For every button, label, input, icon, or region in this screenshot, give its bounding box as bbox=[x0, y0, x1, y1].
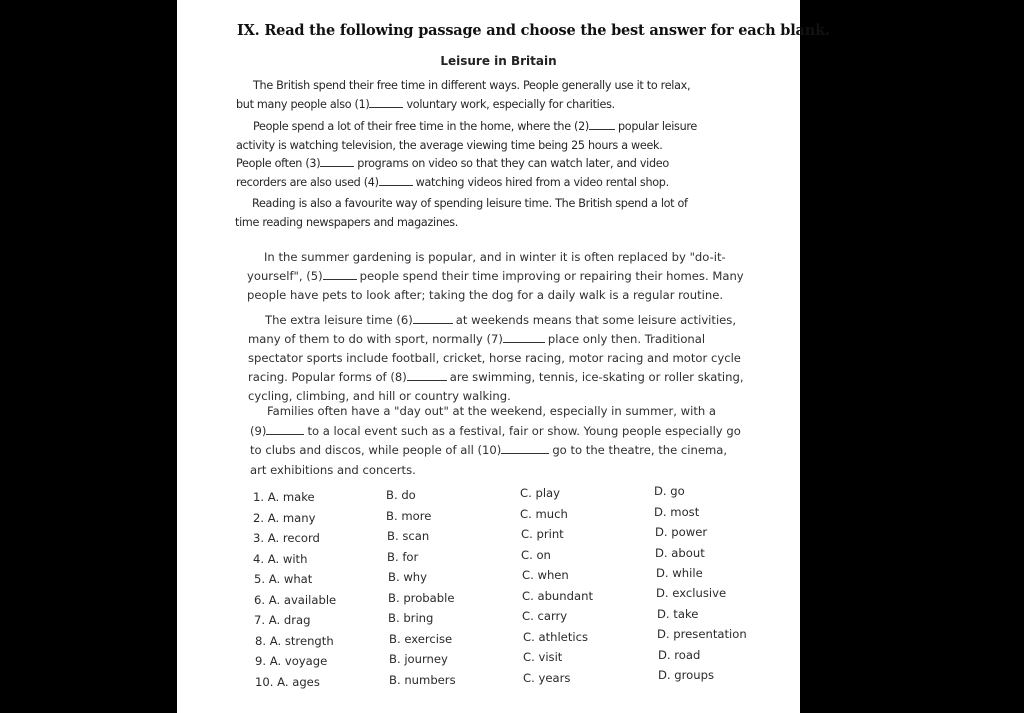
paragraph-line: Families often have a "day out" at the weekend, especially in summer, with a bbox=[267, 404, 717, 418]
option-c[interactable]: C. much bbox=[520, 507, 568, 521]
option-d[interactable]: D. presentation bbox=[657, 627, 747, 641]
option-c[interactable]: C. print bbox=[521, 527, 564, 541]
paragraph-3 bbox=[235, 195, 688, 232]
option-b[interactable]: B. why bbox=[388, 570, 428, 584]
paragraph-1 bbox=[236, 77, 690, 114]
paragraph-line: cycling, climbing, and hill or country walking. bbox=[248, 389, 511, 403]
answer-blank[interactable] bbox=[323, 269, 357, 280]
option-a[interactable]: 7. A. drag bbox=[254, 613, 311, 627]
line-text: place only then. Traditional bbox=[547, 332, 706, 346]
option-d[interactable]: D. power bbox=[655, 525, 708, 539]
paragraph-line bbox=[250, 422, 741, 442]
option-b[interactable]: B. more bbox=[386, 509, 432, 523]
option-c[interactable]: C. on bbox=[521, 548, 551, 562]
paragraph-line bbox=[247, 267, 744, 286]
line-text: yourself", (5) bbox=[247, 269, 323, 283]
option-a[interactable]: 10. A. ages bbox=[255, 675, 320, 689]
paragraph-line bbox=[236, 118, 697, 137]
answer-blank[interactable] bbox=[407, 370, 447, 381]
option-a[interactable]: 4. A. with bbox=[253, 552, 308, 566]
option-c[interactable]: C. visit bbox=[523, 650, 563, 664]
paragraph-5 bbox=[248, 311, 744, 406]
option-b[interactable]: B. journey bbox=[389, 652, 448, 666]
option-b[interactable]: B. bring bbox=[388, 611, 434, 625]
paragraph-line bbox=[236, 96, 690, 115]
option-c[interactable]: C. years bbox=[523, 671, 571, 685]
line-text: (9) bbox=[250, 423, 267, 438]
answer-blank[interactable] bbox=[501, 443, 549, 454]
option-b[interactable]: B. scan bbox=[387, 529, 430, 543]
answer-blank[interactable] bbox=[320, 156, 354, 167]
line-text: programs on video so that they can watch later, and video bbox=[357, 157, 669, 170]
line-text: many of them to do with sport, normally (7) bbox=[248, 332, 503, 346]
answer-blank[interactable] bbox=[589, 119, 615, 130]
answer-blank[interactable] bbox=[413, 313, 453, 324]
option-d[interactable]: D. go bbox=[654, 484, 685, 498]
line-text: people spend their time improving or repairing their homes. Many bbox=[359, 269, 744, 283]
option-d[interactable]: D. exclusive bbox=[656, 586, 727, 600]
paragraph-line bbox=[248, 368, 744, 387]
option-b[interactable]: B. exercise bbox=[389, 632, 453, 646]
option-c[interactable]: C. athletics bbox=[523, 630, 588, 644]
option-a[interactable]: 3. A. record bbox=[253, 531, 320, 545]
paragraph-line bbox=[248, 330, 744, 349]
option-b[interactable]: B. probable bbox=[388, 591, 455, 605]
line-text: The extra leisure time (6) bbox=[265, 313, 413, 327]
paragraph-line: people have pets to look after; taking the dog for a daily walk is a regular routine. bbox=[247, 288, 724, 302]
paragraph-6 bbox=[250, 402, 741, 480]
option-a[interactable]: 6. A. available bbox=[254, 593, 337, 607]
option-c[interactable]: C. when bbox=[522, 568, 569, 582]
paragraph-4 bbox=[247, 248, 744, 305]
line-text: watching videos hired from a video rental shop. bbox=[415, 175, 669, 189]
paragraph-line bbox=[236, 174, 697, 193]
line-text: People spend a lot of their free time in the home, where the (2) bbox=[253, 120, 589, 133]
option-d[interactable]: D. most bbox=[654, 505, 700, 519]
option-d[interactable]: D. take bbox=[657, 607, 699, 621]
paragraph-line: time reading newspapers and magazines. bbox=[235, 215, 459, 229]
line-text: People often (3) bbox=[236, 157, 321, 170]
paragraph-line: In the summer gardening is popular, and in winter it is often replaced by "do-it- bbox=[264, 250, 726, 264]
line-text: recorders are also used (4) bbox=[236, 175, 379, 189]
option-a[interactable]: 1. A. make bbox=[253, 490, 315, 504]
option-d[interactable]: D. about bbox=[655, 546, 705, 560]
answer-blank[interactable] bbox=[503, 332, 545, 343]
option-a[interactable]: 5. A. what bbox=[254, 572, 313, 586]
option-a[interactable]: 8. A. strength bbox=[255, 634, 334, 648]
option-c[interactable]: C. play bbox=[520, 486, 561, 500]
option-b[interactable]: B. numbers bbox=[389, 673, 456, 687]
line-text: popular leisure bbox=[617, 120, 697, 133]
paragraph-2 bbox=[236, 118, 697, 192]
option-c[interactable]: C. carry bbox=[522, 609, 568, 623]
line-text: but many people also (1) bbox=[236, 97, 370, 111]
line-text: racing. Popular forms of (8) bbox=[248, 370, 407, 384]
paragraph-line: Reading is also a favourite way of spending leisure time. The British spend a lot of bbox=[252, 197, 688, 210]
paragraph-line: The British spend their free time in different ways. People generally use it to relax, bbox=[253, 79, 691, 92]
paragraph-line: activity is watching television, the average viewing time being 25 hours a week. bbox=[236, 138, 663, 152]
answer-blank[interactable] bbox=[369, 97, 403, 108]
option-d[interactable]: D. groups bbox=[658, 668, 715, 682]
paragraph-line: art exhibitions and concerts. bbox=[250, 462, 416, 477]
passage-title: Leisure in Britain bbox=[440, 54, 557, 68]
option-c[interactable]: C. abundant bbox=[522, 589, 593, 603]
paragraph-line bbox=[250, 441, 741, 461]
line-text: at weekends means that some leisure activities, bbox=[455, 313, 737, 327]
paragraph-line bbox=[236, 155, 697, 174]
line-text: voluntary work, especially for charities. bbox=[406, 97, 615, 111]
option-b[interactable]: B. do bbox=[386, 488, 416, 502]
line-text: to a local event such as a festival, fair or show. Young people especially go bbox=[307, 423, 741, 438]
line-text: to clubs and discos, while people of all (10) bbox=[250, 443, 502, 457]
exercise-heading: IX. Read the following passage and choose the best answer for each blank. bbox=[237, 22, 830, 39]
worksheet-page bbox=[177, 0, 830, 713]
line-text: are swimming, tennis, ice-skating or roller skating, bbox=[449, 370, 744, 384]
option-d[interactable]: D. road bbox=[658, 648, 701, 662]
line-text: go to the theatre, the cinema, bbox=[552, 443, 728, 457]
paragraph-line bbox=[248, 311, 744, 330]
answer-blank[interactable] bbox=[379, 175, 413, 186]
paragraph-line: spectator sports include football, cricket, horse racing, motor racing and motor cycle bbox=[248, 351, 741, 365]
option-d[interactable]: D. while bbox=[656, 566, 703, 580]
option-a[interactable]: 9. A. voyage bbox=[255, 654, 328, 668]
option-b[interactable]: B. for bbox=[387, 550, 419, 564]
option-a[interactable]: 2. A. many bbox=[253, 511, 316, 525]
answer-blank[interactable] bbox=[266, 424, 304, 435]
